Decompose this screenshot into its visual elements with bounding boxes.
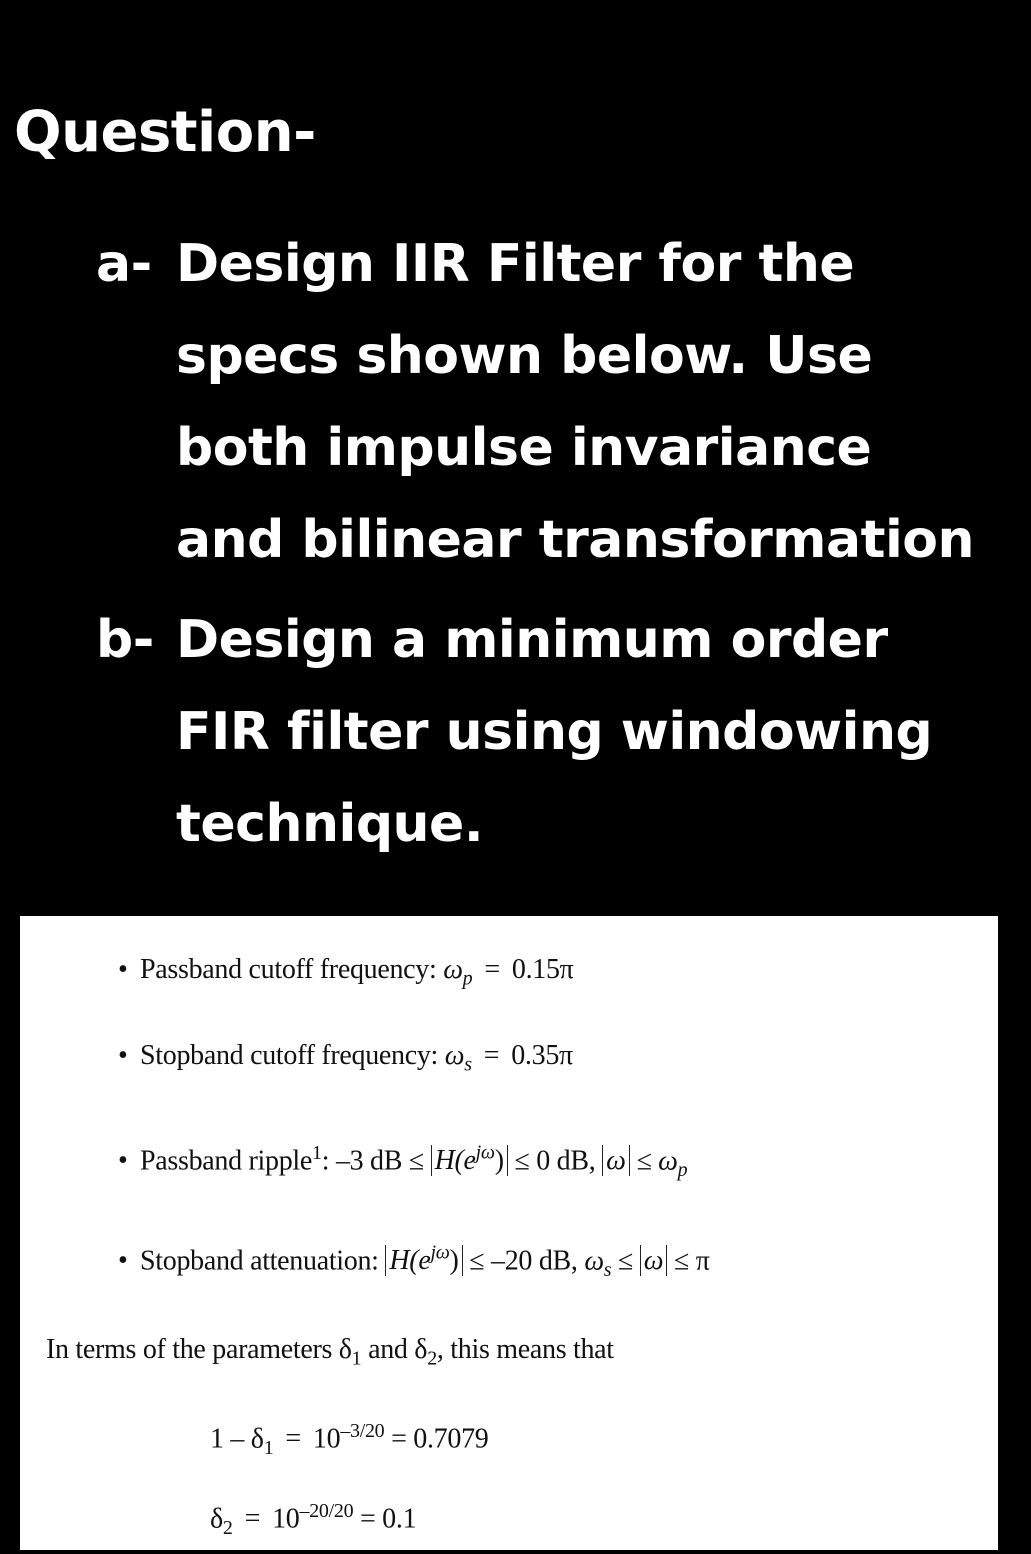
parameters-intro: In terms of the parameters $\delta_1$ and $\delta_2$, this means that bbox=[46, 1334, 614, 1370]
item-a-line-2: specs shown below. Use bbox=[176, 326, 873, 386]
spec-label: Stopband attenuation: bbox=[140, 1245, 379, 1277]
bullet: • bbox=[118, 1040, 128, 1071]
item-marker-b: b- bbox=[96, 610, 154, 670]
item-a-line-3: both impulse invariance bbox=[176, 418, 872, 478]
question-title: Question- bbox=[14, 100, 316, 165]
spec-label: Stopband cutoff frequency: bbox=[140, 1040, 439, 1071]
spec-passband-cutoff: • Passband cutoff frequency: $\omega_p = 0.15\pi$ bbox=[118, 954, 574, 990]
spec-label: Passband cutoff frequency: bbox=[140, 954, 437, 985]
spec-stopband-cutoff: • Stopband cutoff frequency: $\omega_s = 0.35\pi$ bbox=[118, 1040, 573, 1076]
item-b-line-1: Design a minimum order bbox=[176, 610, 888, 670]
equation-delta2: $\delta_2 = 10^{-20/20} = 0.1$ bbox=[210, 1500, 417, 1539]
bullet: • bbox=[118, 954, 128, 985]
item-a-line-1: Design IIR Filter for the bbox=[176, 234, 855, 294]
spec-value: 0.35π bbox=[511, 1040, 573, 1071]
spec-passband-ripple: • Passband ripple$^1$: –3 dB ≤ $H(e^{j\omega}) \le 0$ dB, $\omega \le \omega_p$ bbox=[118, 1142, 688, 1181]
item-b-line-2: FIR filter using windowing bbox=[176, 702, 933, 762]
spec-stopband-attenuation: • Stopband attenuation: $H(e^{j\omega}) \le -20$ dB, $\omega_s \le \omega \le \pi$ bbox=[118, 1242, 710, 1281]
question-item-b bbox=[96, 594, 932, 870]
item-marker-a: a- bbox=[96, 234, 152, 294]
question-item-a bbox=[96, 218, 974, 586]
bullet: • bbox=[118, 1145, 128, 1177]
item-a-line-4: and bilinear transformation bbox=[176, 510, 975, 570]
spec-value: 0.15π bbox=[511, 954, 574, 985]
equation-delta1: $1 - \delta_1 = 10^{-3/20} = 0.7079$ bbox=[210, 1420, 489, 1459]
spec-label: Passband ripple bbox=[140, 1145, 313, 1177]
filter-specs-image bbox=[20, 916, 998, 1550]
item-b-line-3: technique. bbox=[176, 794, 484, 854]
bullet: • bbox=[118, 1245, 128, 1277]
